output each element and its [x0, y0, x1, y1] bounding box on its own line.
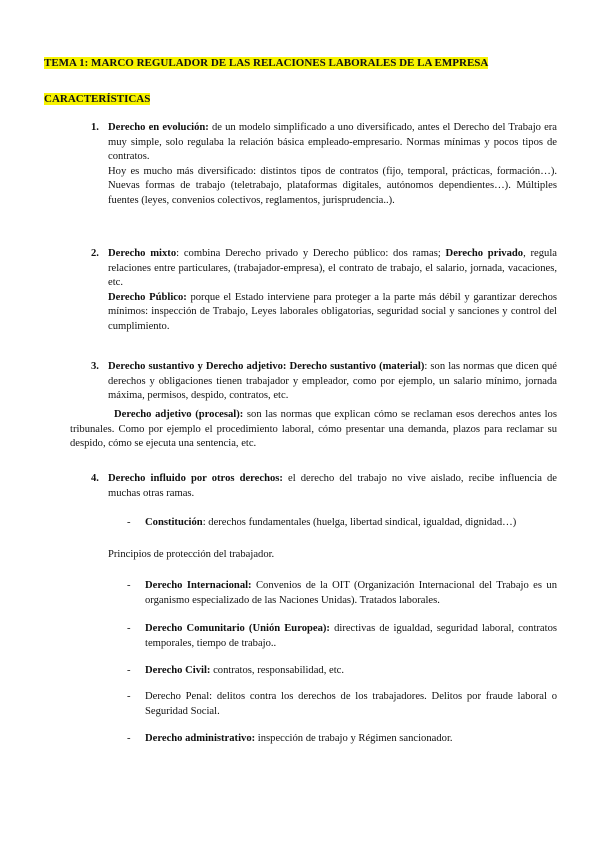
bullet-dash: -	[127, 665, 131, 676]
sub-item-penal: Derecho Penal: delitos contra los derechos de los trabajadores. Delitos por fraude laboral o Seguridad Social.	[145, 691, 557, 717]
sub-item-civil: Derecho Civil: contratos, responsabilidad, etc.	[145, 665, 344, 676]
bullet-dash: -	[127, 517, 131, 528]
bullet-dash: -	[127, 580, 131, 591]
sub-item-administrativo: Derecho administrativo: inspección de trabajo y Régimen sancionador.	[145, 733, 453, 744]
item-heading: Derecho influido por otros derechos:	[108, 473, 283, 484]
list-item-influido: Derecho influido por otros derechos: el derecho del trabajo no vive aislado, recibe influencia de muchas otras ramas.	[108, 473, 557, 499]
sub-item-comunitario: Derecho Comunitario (Unión Europea): directivas de igualdad, seguridad laboral, contratos temporales, tiempo de trabajo..	[145, 623, 557, 649]
document-title: TEMA 1: MARCO REGULADOR DE LAS RELACIONES LABORALES DE LA EMPRESA	[44, 57, 489, 69]
item-number: 2.	[91, 248, 99, 259]
sub-item-internacional: Derecho Internacional: Convenios de la OIT (Organización Internacional del Trabajo es un organismo especializado de las Naciones Unidas). Tratados laborales.	[145, 580, 557, 606]
list-item-sustantivo: Derecho sustantivo y Derecho adjetivo: Derecho sustantivo (material): son las normas que dicen qué derechos y obligaciones tienen trabajador y empleador, como por ejemplo, un salario mínimo, jornada máxima, permisos, despido, contratos, etc.	[108, 361, 558, 402]
item-heading: Derecho mixto	[108, 248, 177, 259]
item-number: 4.	[91, 473, 99, 484]
item-number: 3.	[91, 361, 99, 372]
bullet-dash: -	[127, 691, 131, 702]
item-number: 1.	[91, 122, 99, 133]
sub-item-constitucion: Constitución: derechos fundamentales (huelga, libertad sindical, igualdad, dignidad…)	[145, 517, 517, 528]
bullet-dash: -	[127, 623, 131, 634]
principios-line: Principios de protección del trabajador.	[108, 549, 275, 560]
section-heading: CARACTERÍSTICAS	[44, 93, 151, 105]
item-heading: Derecho sustantivo y Derecho adjetivo: Derecho sustantivo (material)	[108, 361, 425, 372]
adjetivo-paragraph: Derecho adjetivo (procesal): son las normas que explican cómo se reclaman esos derechos antes los tribunales. Como por ejemplo el procedimiento laboral, cómo presentar una demanda, plazos para reclamar su despido, cómo se ejecuta una sentencia, etc.	[70, 409, 557, 450]
list-item-evolucion: Derecho en evolución: de un modelo simplificado a uno diversificado, antes el Derecho del Trabajo era muy simple, solo regulaba la relación básica empleado-empresario. Normas mínimas y pocos tipos de contratos. Hoy es mucho más diversificado: distintos tipos de contratos (fijo, temporal, prácticas, formación…). Nuevas formas de trabajo (teletrabajo, plataformas digitales, autónomos dependientes…). Múltiples fuentes (leyes, convenios colectivos, reglamentos, jurisprudencia..).	[108, 122, 558, 206]
list-item-mixto: Derecho mixto: combina Derecho privado y Derecho público: dos ramas; Derecho privado, regula relaciones entre particulares, (trabajador-empresa), el contrato de trabajo, el salario, jornada, vacaciones, etc. Derecho Público: porque el Estado interviene para proteger a la parte más débil y garantizar derechos mínimos: inspección de Trabajo, Leyes laborales obligatorias, seguridad social y sanciones y control del cumplimiento.	[108, 248, 557, 332]
bullet-dash: -	[127, 733, 131, 744]
item-heading: Derecho en evolución:	[108, 122, 209, 133]
